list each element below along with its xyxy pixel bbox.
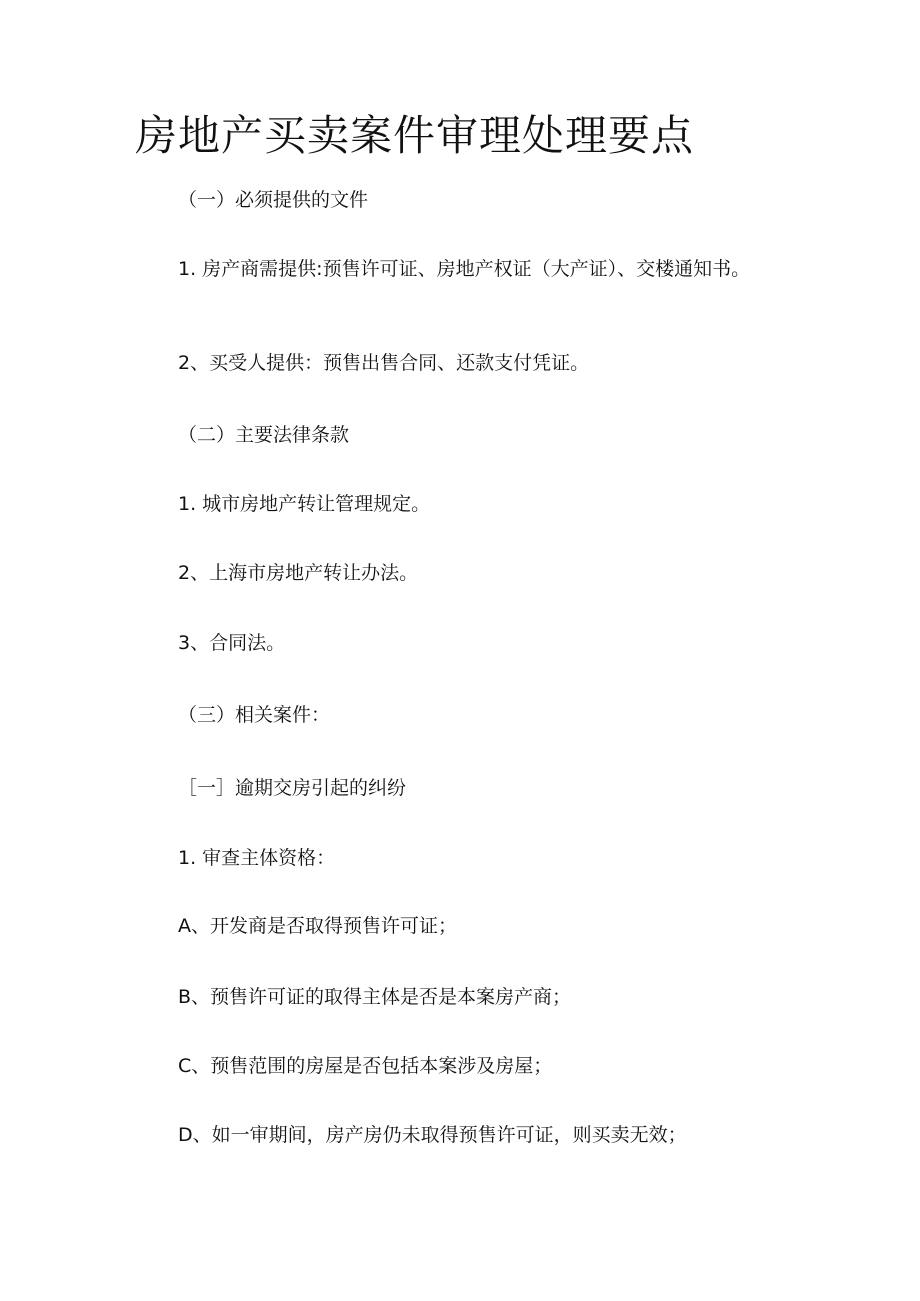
section-heading-2: （二）主要法律条款	[178, 424, 350, 446]
section-heading-3: （三）相关案件：	[178, 704, 331, 726]
list-item-c: C、预售范围的房屋是否包括本案涉及房屋；	[178, 1055, 553, 1077]
list-item-a: A、开发商是否取得预售许可证；	[178, 915, 457, 937]
paragraph-review-qualification: 1. 审查主体资格：	[178, 847, 336, 869]
section-heading-1: （一）必须提供的文件	[178, 189, 369, 211]
list-item-d: D、如一审期间，房产房仍未取得预售许可证，则买卖无效；	[178, 1124, 687, 1146]
list-item-b: B、预售许可证的取得主体是否是本案房产商；	[178, 986, 572, 1008]
subsection-heading-late-delivery: ［一］逾期交房引起的纠纷	[178, 777, 407, 799]
paragraph-developer-documents: 1. 房产商需提供:预售许可证、房地产权证（大产证）、交楼通知书。	[178, 258, 751, 280]
paragraph-law-3: 3、合同法。	[178, 632, 286, 654]
paragraph-law-1: 1. 城市房地产转让管理规定。	[178, 493, 431, 515]
paragraph-buyer-documents: 2、买受人提供：预售出售合同、还款支付凭证。	[178, 352, 590, 374]
document-title: 房地产买卖案件审理处理要点	[135, 111, 695, 160]
paragraph-law-2: 2、上海市房地产转让办法。	[178, 562, 419, 584]
